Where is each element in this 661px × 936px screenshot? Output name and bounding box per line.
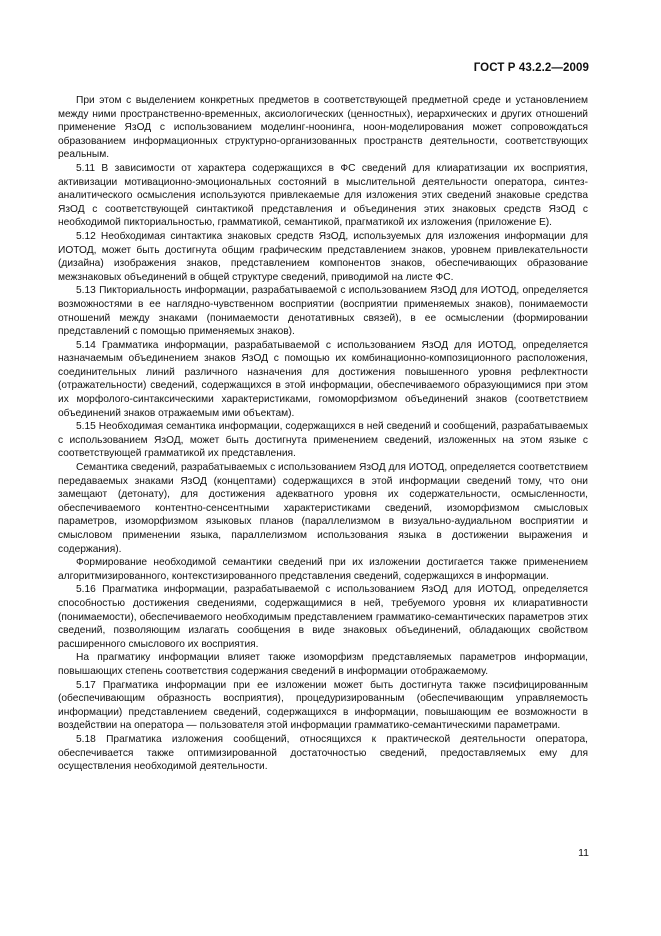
paragraph-intro: При этом с выделением конкретных предметов в соответствующей предметной среде и установлением между ними пространственно-временных, аксиологических (ценностных), иерархических и других отношений применение ЯзОД с использованием моделинг-ноонинга, ноон-моделирования может сопровождаться образованием информационных структурно-организованных пространств деятельности, соответствующих реальным. — [58, 95, 588, 161]
paragraph-5-16: 5.16 Прагматика информации, разрабатываемой с использованием ЯзОД для ИОТОД, определяется способностью достижения сведениями, содержащимися в ней, требуемого уровня их клиаративности (понимаемости), обеспечиваемого необходимым представлением грамматико-семантических параметров этих сведений, позволяющим излагать сообщения в виде знаковых объединений, обладающих свойством расширенного смыслового их восприятия. — [58, 584, 588, 650]
body-text — [58, 94, 588, 774]
paragraph-5-13: 5.13 Пикториальность информации, разрабатываемой с использованием ЯзОД для ИОТОД, определяется возможностями в ее наглядно-чувственном восприятии (восприятии применяемых знаков), понимаемости отношений между знаками (понимаемости денотативных связей), в ее осмыслении (формировании представлений с помощью применяемых знаков). — [58, 285, 588, 338]
page-number: 11 — [578, 847, 589, 859]
paragraph-5-12: 5.12 Необходимая синтактика знаковых средств ЯзОД, используемых для изложения информации для ИОТОД, может быть достигнута общим графическим представлением знаков, уровнем привлекательности (дизайна) изображения знаков, представлением компонентов знаков, обеспечивающих образование межзнаковых объединений в общей структуре сведений, приводимой на листе ФС. — [58, 230, 588, 283]
paragraph-5-15: 5.15 Необходимая семантика информации, содержащихся в ней сведений и сообщений, разрабатываемых с использованием ЯзОД, может быть достигнута применением сведений, изложенных на этом языке с соответствующей грамматикой их представления. — [58, 421, 588, 460]
paragraph-semantics-formation: Формирование необходимой семантики сведений при их изложении достигается также применением алгоритмизированного, контекстизированного представления сведений, содержащихся в информации. — [58, 557, 588, 582]
paragraph-5-17: 5.17 Прагматика информации при ее изложении может быть достигнута также пэсифицированным (обеспечивающим образность восприятия), процедуризированным (обеспечивающим управляемость информации) представлением сведений, содержащихся в информации, повышающим ее возможности в воздействии на оператора — пользователя этой информации грамматико-семантическими параметрами. — [58, 679, 588, 732]
paragraph-5-11: 5.11 В зависимости от характера содержащихся в ФС сведений для клиаратизации их восприятия, активизации мотивационно-эмоциональных состояний в мыслительной деятельности оператора, синтез-аналитического осмысления используются привлекаемые для изложения этих сведений знаковые средства ЯзОД с соответствующей синтактикой представления и объединения этих знаковых средств ЯзОД с необходимой пикториальностью, грамматикой, семантикой, прагматикой их изложения (приложение Е). — [58, 162, 588, 229]
paragraph-5-14: 5.14 Грамматика информации, разрабатываемой с использованием ЯзОД для ИОТОД, определяется назначаемым объединением знаков ЯзОД с помощью их комбинационно-композиционного расположения, соединительных линий различного назначения для достижения повышенного уровня рефлектности (отражательности) сведений, содержащихся в этой информации, обеспечиваемого образующимися при этом их морфолого-синтаксическими характеристиками, гомоморфизмом объединений знаков (соответствием объединений знаков отражаемым ими объектам). — [58, 339, 588, 419]
paragraph-5-18: 5.18 Прагматика изложения сообщений, относящихся к практической деятельности оператора, обеспечивается также оптимизированной достаточностью сведений, предоставляемых ему для осуществления необходимой деятельности. — [58, 733, 588, 773]
paragraph-semantics: Семантика сведений, разрабатываемых с использованием ЯзОД для ИОТОД, определяется соответствием передаваемых знаками ЯзОД (концептами) содержащихся в этой информации сведений тому, что они замещают (детонату), для достижения адекватного уровня их содержательности, осмысленности, обеспечиваемого контентно-сенсентными характеристиками сведений, изоморфизмом смысловых параметров, изоморфизмом языковых планов (параллелизмом в визуально-аудиальном восприятии и смысловом применении языка, параллелизмом использования языка в достижении выражения и содержания). — [58, 462, 589, 555]
document-code-header: ГОСТ Р 43.2.2—2009 — [473, 62, 589, 74]
paragraph-pragmatics-isomorphism: На прагматику информации влияет также изоморфизм представляемых параметров информации, повышающих степень соответствия содержания сведений в информации отображаемому. — [58, 652, 588, 677]
